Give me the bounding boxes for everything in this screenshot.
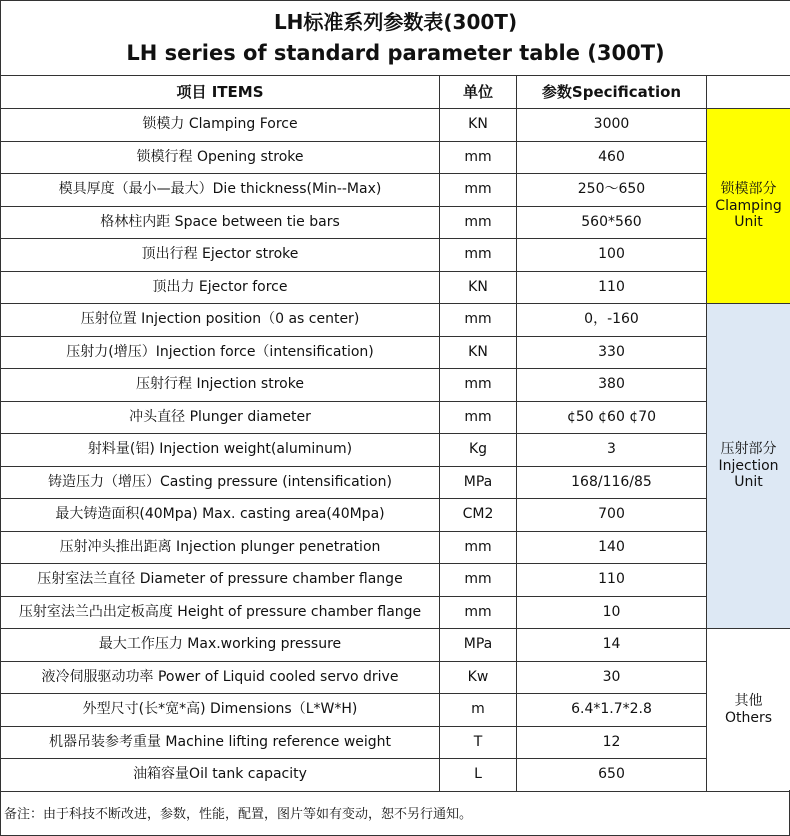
row-spec: 460 [517, 141, 707, 174]
group-clamping-unit [707, 109, 790, 304]
row-spec: 6.4*1.7*2.8 [517, 694, 707, 727]
row-item: 液冷伺服驱动功率 Power of Liquid cooled servo drive [1, 661, 440, 694]
row-item: 压射位置 Injection position（0 as center) [1, 304, 440, 337]
row-item: 格林柱内距 Space between tie bars [1, 206, 440, 239]
row-spec: ¢50 ¢60 ¢70 [517, 401, 707, 434]
table-row [1, 466, 790, 499]
row-unit: Kg [440, 434, 517, 467]
row-unit: mm [440, 206, 517, 239]
row-item: 最大工作压力 Max.working pressure [1, 629, 440, 662]
row-unit: KN [440, 109, 517, 142]
group-injection-unit [707, 304, 790, 629]
row-item: 锁模行程 Opening stroke [1, 141, 440, 174]
table-row [1, 239, 790, 272]
row-unit: mm [440, 369, 517, 402]
row-spec: 560*560 [517, 206, 707, 239]
table-title [1, 1, 790, 76]
row-unit: T [440, 726, 517, 759]
row-item: 顶出力 Ejector force [1, 271, 440, 304]
row-item: 油箱容量Oil tank capacity [1, 759, 440, 792]
header-row [1, 76, 790, 109]
row-unit: mm [440, 174, 517, 207]
group-clamping-en1: Clamping [715, 197, 782, 214]
row-spec: 380 [517, 369, 707, 402]
group-clamping-en2: Unit [734, 214, 763, 231]
row-spec: 10 [517, 596, 707, 629]
table-row [1, 726, 790, 759]
row-unit: mm [440, 596, 517, 629]
table-row [1, 694, 790, 727]
table-row [1, 434, 790, 467]
row-spec: 30 [517, 661, 707, 694]
row-spec: 330 [517, 336, 707, 369]
row-spec: 3000 [517, 109, 707, 142]
row-item: 射料量(铝) Injection weight(aluminum) [1, 434, 440, 467]
row-unit: mm [440, 141, 517, 174]
row-unit: L [440, 759, 517, 792]
group-injection-zh: 压射部分 [720, 440, 777, 457]
table-row [1, 206, 790, 239]
group-injection-en1: Injection [718, 457, 779, 474]
group-others-zh: 其他 [734, 692, 763, 709]
row-unit: CM2 [440, 499, 517, 532]
row-spec: 0，-160 [517, 304, 707, 337]
footnote [0, 790, 790, 836]
group-others-en: Others [724, 709, 773, 726]
row-item: 冲头直径 Plunger diameter [1, 401, 440, 434]
table-row [1, 271, 790, 304]
row-spec: 110 [517, 271, 707, 304]
row-unit: mm [440, 239, 517, 272]
row-spec: 700 [517, 499, 707, 532]
table-row [1, 564, 790, 597]
header-group [707, 76, 790, 109]
row-unit: KN [440, 271, 517, 304]
row-unit: mm [440, 564, 517, 597]
footnote-text: 备注：由于科技不断改进，参数，性能，配置，图片等如有变动，恕不另行通知。 [4, 807, 473, 822]
title-row [1, 1, 790, 76]
table-row [1, 661, 790, 694]
table-row [1, 174, 790, 207]
table-row [1, 499, 790, 532]
header-spec: 参数Specification [517, 76, 707, 109]
row-unit: m [440, 694, 517, 727]
row-spec: 14 [517, 629, 707, 662]
row-unit: mm [440, 304, 517, 337]
table-row [1, 336, 790, 369]
row-spec: 12 [517, 726, 707, 759]
row-spec: 250～650 [517, 174, 707, 207]
row-unit: KN [440, 336, 517, 369]
row-unit: mm [440, 531, 517, 564]
title-chinese: LH标准系列参数表(300T) [273, 10, 518, 34]
row-item: 铸造压力（增压）Casting pressure (intensification) [1, 466, 440, 499]
row-item: 压射冲头推出距离 Injection plunger penetration [1, 531, 440, 564]
table-row [1, 369, 790, 402]
row-unit: MPa [440, 466, 517, 499]
table-row [1, 109, 790, 142]
row-item: 锁模力 Clamping Force [1, 109, 440, 142]
table-row [1, 304, 790, 337]
table-row [1, 531, 790, 564]
group-others [707, 629, 790, 792]
row-unit: MPa [440, 629, 517, 662]
row-item: 压射室法兰凸出定板高度 Height of pressure chamber flange [1, 596, 440, 629]
row-spec: 140 [517, 531, 707, 564]
row-item: 压射行程 Injection stroke [1, 369, 440, 402]
row-spec: 110 [517, 564, 707, 597]
table-row [1, 401, 790, 434]
row-spec: 650 [517, 759, 707, 792]
group-clamping-zh: 锁模部分 [720, 180, 777, 197]
row-item: 模具厚度（最小—最大）Die thickness(Min--Max) [1, 174, 440, 207]
table-row [1, 759, 790, 792]
row-unit: mm [440, 401, 517, 434]
row-unit: Kw [440, 661, 517, 694]
title-english: LH series of standard parameter table (300T) [126, 41, 665, 65]
row-item: 顶出行程 Ejector stroke [1, 239, 440, 272]
header-unit: 单位 [440, 76, 517, 109]
row-item: 外型尺寸(长*宽*高) Dimensions（L*W*H) [1, 694, 440, 727]
row-item: 压射力(增压）Injection force（intensification) [1, 336, 440, 369]
row-spec: 3 [517, 434, 707, 467]
row-item: 机器吊装参考重量 Machine lifting reference weight [1, 726, 440, 759]
row-item: 最大铸造面积(40Mpa) Max. casting area(40Mpa) [1, 499, 440, 532]
table-row [1, 596, 790, 629]
row-spec: 100 [517, 239, 707, 272]
table-row [1, 141, 790, 174]
table-row [1, 629, 790, 662]
row-item: 压射室法兰直径 Diameter of pressure chamber flange [1, 564, 440, 597]
group-injection-en2: Unit [734, 474, 763, 491]
row-spec: 168/116/85 [517, 466, 707, 499]
header-items: 项目 ITEMS [1, 76, 440, 109]
